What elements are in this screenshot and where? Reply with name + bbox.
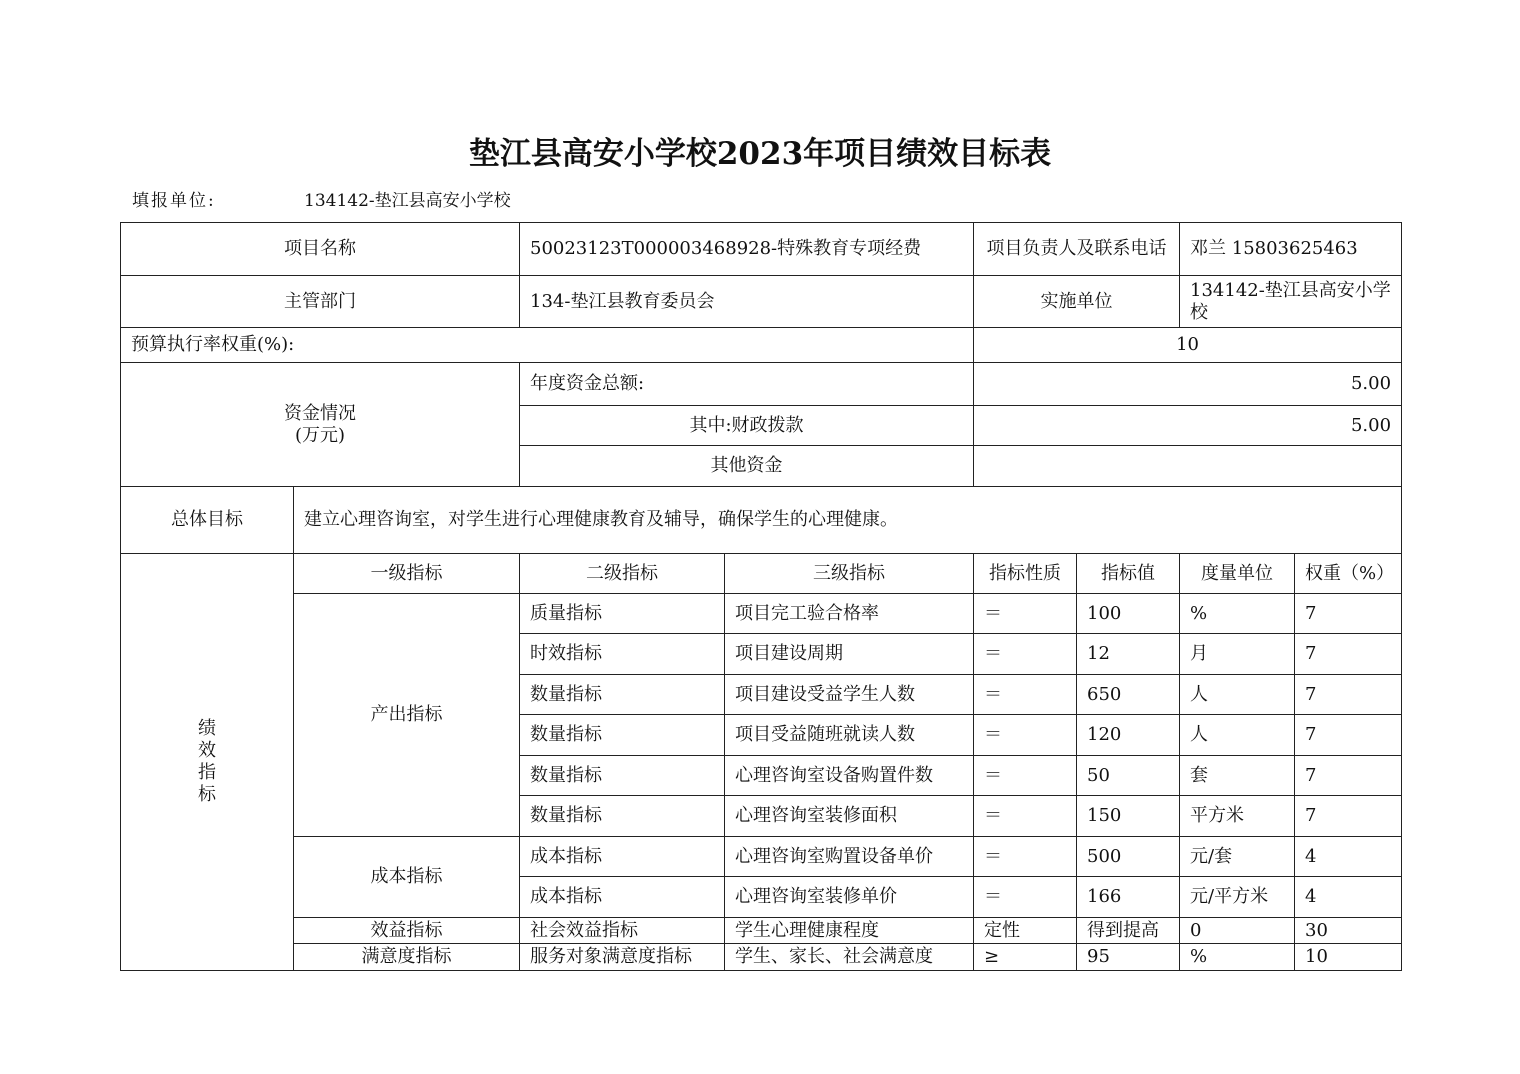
table-row (121, 594, 1402, 634)
funds-total-value: 5.00 (974, 363, 1402, 406)
value-cell: 650 (1077, 675, 1180, 715)
l2-cell: 数量指标 (520, 796, 725, 837)
page-title: 垫江县高安小学校2023年项目绩效目标表 (468, 136, 1052, 172)
goal-text: 建立心理咨询室，对学生进行心理健康教育及辅导，确保学生的心理健康。 (294, 487, 1402, 554)
weight-cell: 7 (1295, 675, 1402, 715)
value-cell: 95 (1077, 944, 1180, 971)
unit-cell: 元/套 (1180, 837, 1295, 877)
funds-other-label: 其他资金 (520, 446, 974, 487)
header-unit: 度量单位 (1180, 554, 1295, 594)
weight-cell: 7 (1295, 756, 1402, 796)
l2-cell: 数量指标 (520, 715, 725, 756)
impl-unit-label: 实施单位 (974, 276, 1180, 328)
funds-total-label: 年度资金总额: (520, 363, 974, 406)
group-output: 产出指标 (294, 594, 520, 837)
filler-label: 填报单位: (132, 191, 216, 211)
budget-rate-label: 预算执行率权重(%): (121, 328, 974, 363)
dept-value: 134-垫江县教育委员会 (520, 276, 974, 328)
nature-cell: ＝ (974, 796, 1077, 837)
funds-fiscal-label: 其中:财政拨款 (520, 406, 974, 446)
l2-cell: 社会效益指标 (520, 918, 725, 944)
unit-cell: 人 (1180, 715, 1295, 756)
weight-cell: 4 (1295, 877, 1402, 918)
performance-table (120, 222, 1402, 971)
weight-cell: 4 (1295, 837, 1402, 877)
project-name-label: 项目名称 (121, 223, 520, 276)
l3-cell: 项目完工验合格率 (725, 594, 974, 634)
unit-cell: 套 (1180, 756, 1295, 796)
indicators-section-label (121, 554, 294, 971)
weight-cell: 7 (1295, 634, 1402, 675)
section-char: 指 (198, 762, 216, 783)
nature-cell: ＝ (974, 837, 1077, 877)
unit-cell: 月 (1180, 634, 1295, 675)
section-char: 效 (198, 740, 216, 761)
l2-cell: 时效指标 (520, 634, 725, 675)
nature-cell: ＝ (974, 756, 1077, 796)
l3-cell: 项目建设周期 (725, 634, 974, 675)
nature-cell: ≥ (974, 944, 1077, 971)
funds-label-line2: (万元) (294, 424, 346, 446)
value-cell: 12 (1077, 634, 1180, 675)
filler-value: 134142-垫江县高安小学校 (304, 191, 511, 211)
table-row (121, 918, 1402, 944)
nature-cell: ＝ (974, 877, 1077, 918)
project-leader-value: 邓兰 15803625463 (1180, 223, 1402, 276)
value-cell: 50 (1077, 756, 1180, 796)
unit-cell: 元/平方米 (1180, 877, 1295, 918)
unit-cell: % (1180, 944, 1295, 971)
value-cell: 120 (1077, 715, 1180, 756)
l2-cell: 成本指标 (520, 837, 725, 877)
header-level1: 一级指标 (294, 554, 520, 594)
unit-cell: 人 (1180, 675, 1295, 715)
funds-other-value (974, 446, 1402, 487)
budget-rate-value: 10 (974, 328, 1402, 363)
l2-cell: 数量指标 (520, 675, 725, 715)
value-cell: 得到提高 (1077, 918, 1180, 944)
nature-cell: 定性 (974, 918, 1077, 944)
unit-cell: % (1180, 594, 1295, 634)
goal-label: 总体目标 (121, 487, 294, 554)
project-leader-label: 项目负责人及联系电话 (974, 223, 1180, 276)
l3-cell: 项目建设受益学生人数 (725, 675, 974, 715)
section-char: 绩 (198, 718, 216, 739)
value-cell: 166 (1077, 877, 1180, 918)
value-cell: 150 (1077, 796, 1180, 837)
l2-cell: 数量指标 (520, 756, 725, 796)
nature-cell: ＝ (974, 634, 1077, 675)
nature-cell: ＝ (974, 715, 1077, 756)
nature-cell: ＝ (974, 675, 1077, 715)
l2-cell: 成本指标 (520, 877, 725, 918)
l3-cell: 项目受益随班就读人数 (725, 715, 974, 756)
l2-cell: 服务对象满意度指标 (520, 944, 725, 971)
weight-cell: 7 (1295, 796, 1402, 837)
weight-cell: 7 (1295, 594, 1402, 634)
l3-cell: 心理咨询室设备购置件数 (725, 756, 974, 796)
impl-unit-value: 134142-垫江县高安小学校 (1180, 276, 1402, 328)
group-satisfaction: 满意度指标 (294, 944, 520, 971)
funds-label-line1: 资金情况 (284, 402, 356, 424)
dept-label: 主管部门 (121, 276, 520, 328)
l3-cell: 心理咨询室装修单价 (725, 877, 974, 918)
project-name-value: 50023123T000003468928-特殊教育专项经费 (520, 223, 974, 276)
unit-cell: 平方米 (1180, 796, 1295, 837)
funds-fiscal-value: 5.00 (974, 406, 1402, 446)
header-value: 指标值 (1077, 554, 1180, 594)
weight-cell: 7 (1295, 715, 1402, 756)
value-cell: 500 (1077, 837, 1180, 877)
table-row (121, 944, 1402, 971)
group-cost: 成本指标 (294, 837, 520, 918)
l3-cell: 学生心理健康程度 (725, 918, 974, 944)
unit-cell: 0 (1180, 918, 1295, 944)
l3-cell: 心理咨询室装修面积 (725, 796, 974, 837)
header-nature: 指标性质 (974, 554, 1077, 594)
group-benefit: 效益指标 (294, 918, 520, 944)
header-level3: 三级指标 (725, 554, 974, 594)
filler-info (132, 186, 511, 211)
l2-cell: 质量指标 (520, 594, 725, 634)
l3-cell: 心理咨询室购置设备单价 (725, 837, 974, 877)
header-weight: 权重（%） (1295, 554, 1402, 594)
weight-cell: 30 (1295, 918, 1402, 944)
header-level2: 二级指标 (520, 554, 725, 594)
table-row (121, 837, 1402, 877)
value-cell: 100 (1077, 594, 1180, 634)
nature-cell: ＝ (974, 594, 1077, 634)
section-char: 标 (198, 784, 216, 805)
weight-cell: 10 (1295, 944, 1402, 971)
l3-cell: 学生、家长、社会满意度 (725, 944, 974, 971)
funds-label (121, 363, 520, 487)
